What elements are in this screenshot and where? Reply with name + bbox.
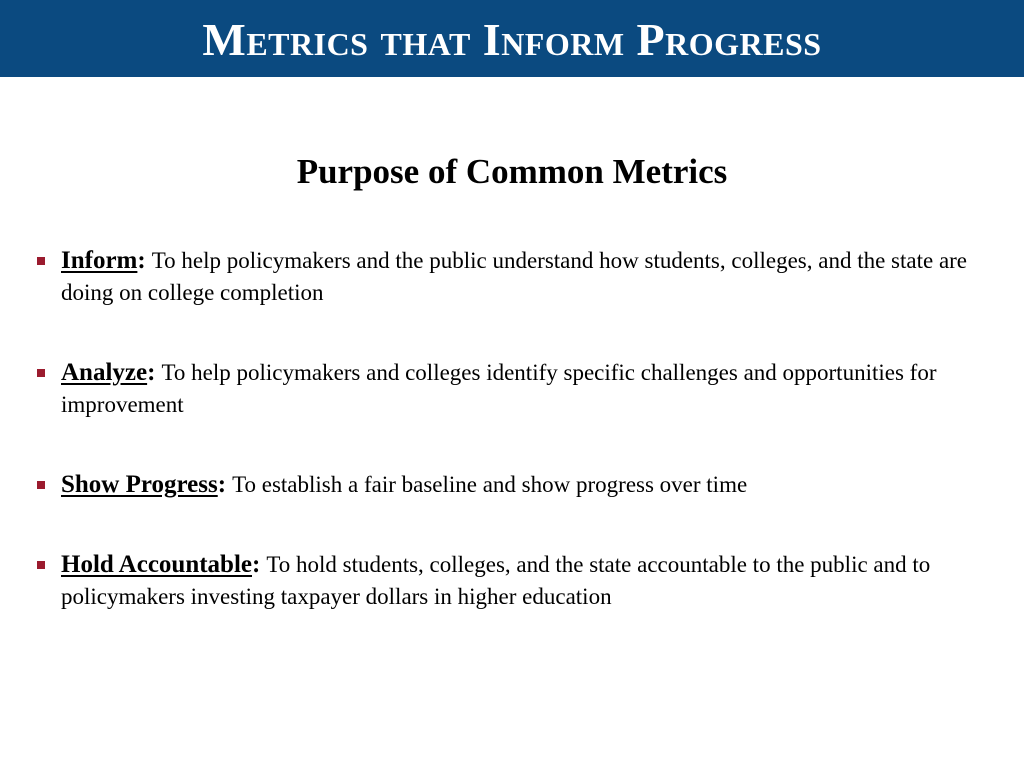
- square-bullet-icon: [37, 481, 45, 489]
- square-bullet-icon: [37, 561, 45, 569]
- bullet-term: Show Progress: [61, 471, 218, 498]
- square-bullet-icon: [37, 369, 45, 377]
- bullet-list: [35, 245, 995, 661]
- bullet-item-show-progress: [35, 469, 995, 501]
- bullet-text: To hold students, colleges, and the state accountable to the public and to policymakers investing taxpayer dollars in higher education: [61, 552, 931, 609]
- slide-subtitle: Purpose of Common Metrics: [296, 152, 728, 191]
- bullet-item-inform: [35, 245, 995, 309]
- bullet-colon: :: [217, 471, 227, 498]
- title-bar: [0, 0, 1024, 77]
- bullet-text: To help policymakers and colleges identify specific challenges and opportunities for improvement: [61, 360, 937, 417]
- bullet-colon: :: [147, 359, 156, 386]
- bullet-colon: :: [252, 551, 261, 578]
- square-bullet-icon: [37, 257, 45, 265]
- bullet-text: To establish a fair baseline and show progress over time: [232, 472, 748, 497]
- bullet-term: Analyze: [61, 359, 148, 386]
- bullet-text: To help policymakers and the public understand how students, colleges, and the state are doing on college completion: [61, 248, 968, 305]
- bullet-item-hold-accountable: [35, 549, 995, 613]
- bullet-term: Hold Accountable: [61, 551, 252, 578]
- bullet-colon: :: [137, 247, 146, 274]
- slide-title: Metrics that Inform Progress: [202, 13, 822, 65]
- bullet-item-analyze: [35, 357, 995, 421]
- bullet-term: Inform: [61, 247, 138, 274]
